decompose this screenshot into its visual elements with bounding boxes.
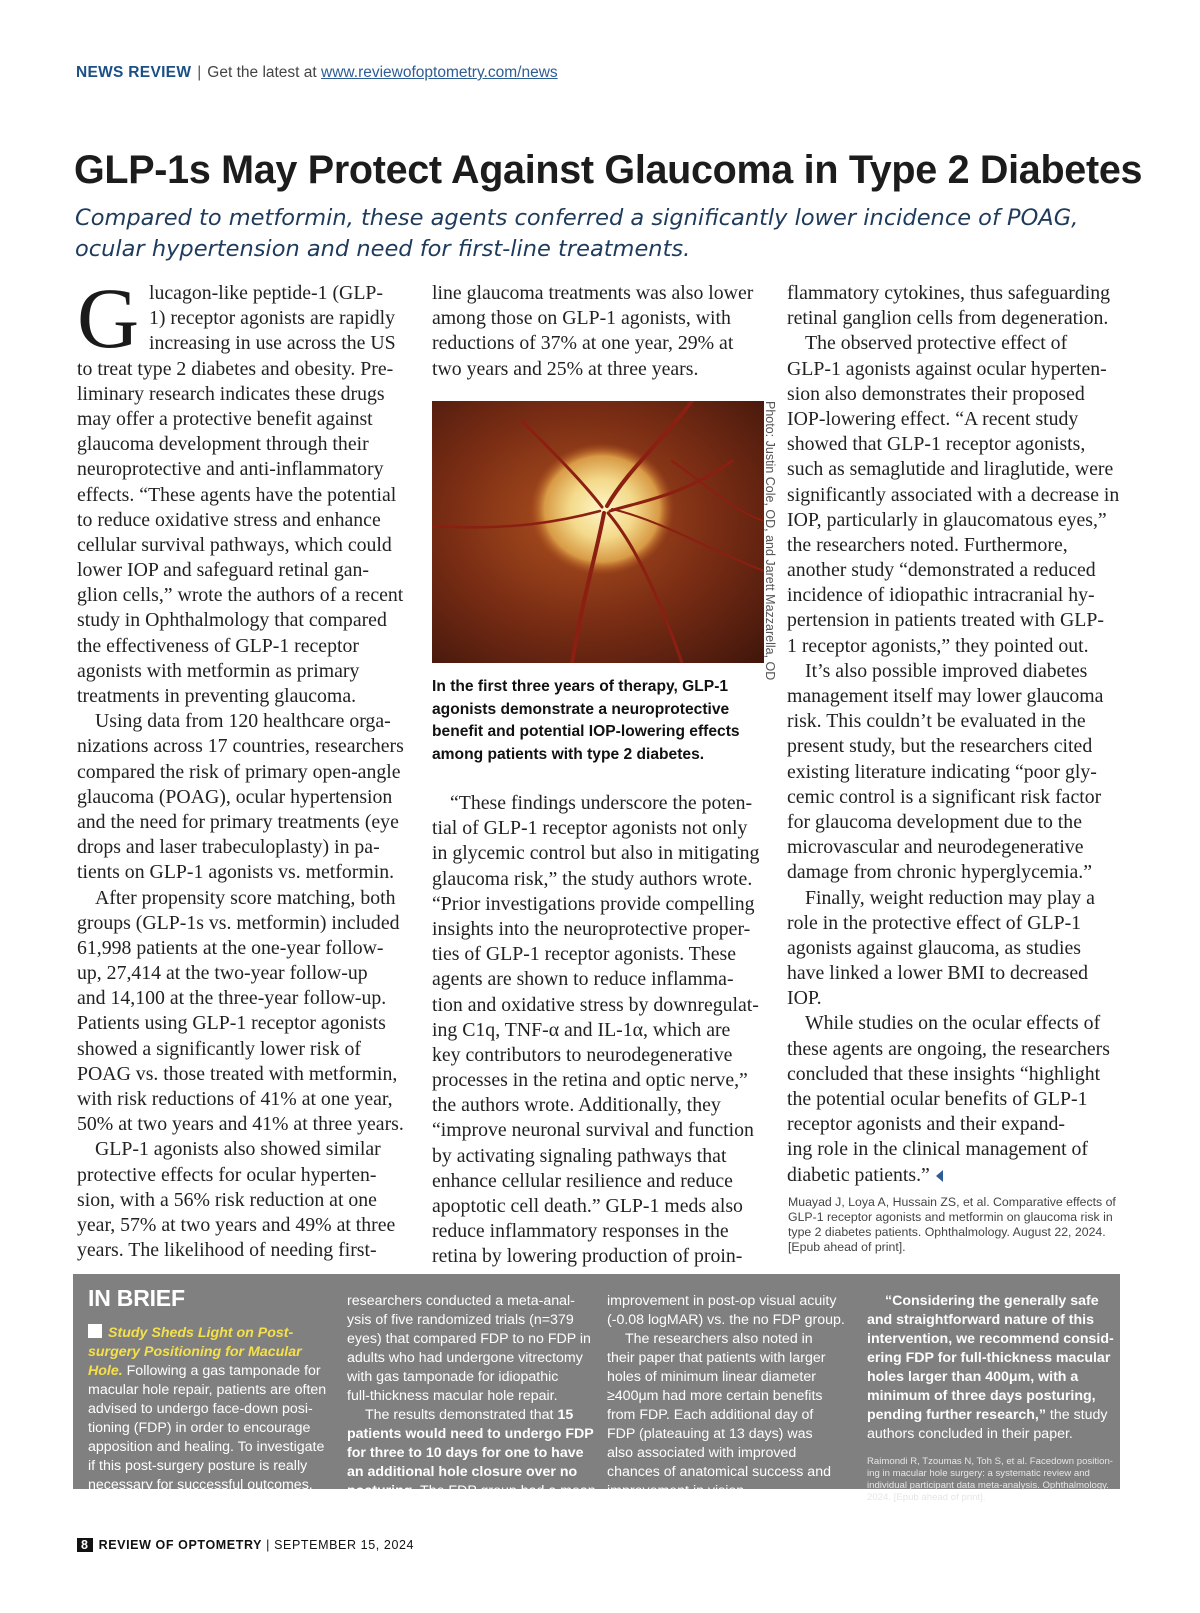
brief-line: The researchers also noted in — [625, 1331, 813, 1347]
text-line — [787, 860, 1122, 885]
text-line-content: to treat type 2 diabetes and obesity. Pre- — [77, 357, 394, 380]
in-brief-reference — [867, 1456, 1112, 1504]
drop-cap: G — [77, 270, 140, 366]
text-line — [77, 1087, 412, 1112]
text-line-content: reduce inflammatory responses in the — [432, 1220, 729, 1243]
text-line-content: agonists with metformin as primary — [77, 659, 360, 682]
text-line-content: existing literature indicating “poor gly- — [787, 760, 1097, 783]
brief-line: researchers conducted a meta-anal- — [347, 1293, 575, 1309]
text-line-content: The observed protective effect of — [805, 332, 1068, 355]
text-line — [787, 432, 1122, 457]
text-line — [787, 357, 1122, 382]
text-line-content: glaucoma risk,” the study authors wrote. — [432, 867, 753, 890]
text-line-content: Using data from 120 healthcare orga- — [95, 710, 391, 733]
text-line-content: concluded that these insights “highlight — [787, 1062, 1101, 1085]
text-line — [77, 961, 412, 986]
text-line-content: “Prior investigations provide compelling — [432, 892, 755, 915]
text-line-content: IOP. — [787, 987, 822, 1010]
brief-bold: for three to 10 days for one to have — [347, 1445, 584, 1461]
text-line — [77, 533, 412, 558]
caption-line: agonists demonstrate a neuroprotective — [432, 700, 730, 718]
text-line-content: the effectiveness of GLP-1 receptor — [77, 634, 359, 657]
text-line-content: these agents are ongoing, the researchers — [787, 1037, 1110, 1060]
text-line-content: risk. This couldn’t be evaluated in the — [787, 710, 1086, 733]
text-line — [787, 483, 1122, 508]
publication-name: REVIEW OF OPTOMETRY — [98, 1538, 263, 1552]
text-line-content: sion, with a 56% risk reduction at one — [77, 1188, 377, 1211]
text-line-content: another study “demonstrated a reduced — [787, 559, 1096, 582]
text-line — [77, 483, 412, 508]
brief-line: tioning (FDP) in order to encourage — [88, 1420, 311, 1436]
text-line-content: protective effects for ocular hyperten- — [77, 1163, 377, 1186]
text-line — [432, 1244, 767, 1269]
text-line-content: and 14,100 at the three-year follow-up. — [77, 987, 387, 1010]
subtitle-line: Compared to metformin, these agents conferred a significantly lower incidence of POAG, — [75, 205, 1079, 231]
news-link[interactable]: www.reviewofoptometry.com/news — [321, 64, 558, 81]
text-line — [787, 533, 1122, 558]
in-brief-column-3 — [607, 1292, 852, 1501]
text-line — [77, 936, 412, 961]
brief-text: The FDP group had a mean — [420, 1483, 596, 1499]
text-line-content: the researchers noted. Furthermore, — [787, 533, 1068, 556]
text-line-content: receptor agonists and their expand- — [787, 1113, 1065, 1136]
text-line-content: IOP-lowering effect. “A recent study — [787, 407, 1079, 430]
brief-line: eyes) that compared FDP to no FDP in — [347, 1331, 591, 1347]
fundus-photo — [432, 401, 764, 663]
brief-headline-line: Hole. — [88, 1363, 123, 1379]
text-line: increasing in use across the US — [149, 332, 396, 355]
text-line-content: ing C1q, TNF-α and IL-1α, which are — [432, 1018, 731, 1041]
text-line-content: 50% at two years and 41% at three years. — [77, 1113, 404, 1136]
text-line — [432, 1093, 767, 1118]
text-line — [787, 1011, 1122, 1036]
text-line — [787, 936, 1122, 961]
brief-line: improvement in post-op visual acuity — [607, 1293, 837, 1309]
text-line — [77, 1137, 412, 1162]
brief-line: authors concluded in their paper. — [867, 1426, 1073, 1442]
text-line-content: cemic control is a significant risk factor — [787, 785, 1102, 808]
text-line: reductions of 37% at one year, 29% at — [432, 332, 734, 355]
brief-line: if this post-surgery posture is really — [88, 1458, 308, 1474]
article-subtitle — [75, 203, 1079, 265]
text-line — [77, 1188, 412, 1213]
text-line: 1) receptor agonists are rapidly — [149, 307, 396, 330]
text-line-content: management itself may lower glaucoma — [787, 685, 1104, 707]
text-line-content: study in Ophthalmology that compared — [77, 609, 387, 632]
text-line-content: by activating signaling pathways that — [432, 1144, 727, 1167]
text-line: line glaucoma treatments was also lower — [432, 282, 754, 304]
text-line — [787, 583, 1122, 608]
footer-separator: | — [266, 1538, 270, 1552]
brief-line: chances of anatomical success and — [607, 1464, 831, 1480]
text-line-content: glaucoma (POAG), ocular hypertension — [77, 785, 393, 808]
text-line-content: present study, but the researchers cited — [787, 735, 1093, 758]
text-line — [77, 986, 412, 1011]
reference-line: [Epub ahead of print]. — [788, 1240, 906, 1254]
text-line — [77, 659, 412, 684]
text-line-content: 61,998 patients at the one-year follow- — [77, 936, 384, 959]
text-line — [432, 1219, 767, 1244]
text-line — [787, 1087, 1122, 1112]
caption-line: among patients with type 2 diabetes. — [432, 745, 705, 763]
text-line — [77, 407, 412, 432]
text-line-content: showed a significantly lower risk of — [77, 1037, 362, 1060]
text-line — [77, 608, 412, 633]
figure-caption — [432, 676, 767, 766]
text-line-content: tial of GLP-1 receptor agonists not only — [432, 817, 748, 840]
text-line — [787, 407, 1122, 432]
text-line-content: “These findings underscore the poten- — [450, 792, 753, 814]
brief-line: also associated with improved — [607, 1445, 797, 1461]
text-line-content: GLP-1 agonists against ocular hyperten- — [787, 357, 1107, 380]
text-line — [77, 785, 412, 810]
brief-quote: intervention, we recommend consid- — [867, 1331, 1114, 1347]
text-line — [77, 558, 412, 583]
text-line-content: the potential ocular benefits of GLP-1 — [787, 1088, 1088, 1110]
text-line — [787, 659, 1122, 684]
text-line-content: IOP, particularly in glaucomatous eyes,” — [787, 508, 1107, 531]
text-line — [787, 634, 1122, 659]
text-line-content: such as semaglutide and liraglutide, were — [787, 458, 1114, 481]
text-line-content: key contributors to neurodegenerative — [432, 1043, 733, 1066]
text-line-content: agents are shown to reduce inflamma- — [432, 968, 734, 991]
text-line-content: to reduce oxidative stress and enhance — [77, 508, 381, 531]
end-of-story-icon — [936, 1170, 943, 1182]
text-line — [77, 1062, 412, 1087]
text-line — [432, 892, 767, 917]
text-line — [432, 841, 767, 866]
reference-line: type 2 diabetes patients. Ophthalmology. August 22, 2024. — [788, 1225, 1106, 1239]
text-line-content: sion also demonstrates their proposed — [787, 382, 1085, 405]
text-line — [787, 709, 1122, 734]
text-line-content: enhance cellular resilience and reduce — [432, 1169, 733, 1192]
text-line — [77, 886, 412, 911]
article-column-3 — [787, 281, 1122, 1188]
text-line — [787, 785, 1122, 810]
reference-line: Muayad J, Loya A, Hussain ZS, et al. Comparative effects of — [788, 1195, 1116, 1209]
text-line-content: insights into the neuroprotective proper- — [432, 917, 751, 940]
text-line — [77, 810, 412, 835]
text-line — [432, 867, 767, 892]
page-number: 8 — [77, 1538, 93, 1552]
text-line-content: processes in the retina and optic nerve,” — [432, 1069, 748, 1092]
text-line — [787, 1062, 1122, 1087]
subtitle-line: ocular hypertension and need for first-line treatments. — [75, 236, 691, 262]
text-line — [77, 911, 412, 936]
text-line-content: with risk reductions of 41% at one year, — [77, 1088, 393, 1110]
text-line: two years and 25% at three years. — [432, 357, 699, 380]
brief-quote: pending further research,” — [867, 1407, 1046, 1423]
text-line-content: “improve neuronal survival and function — [432, 1119, 754, 1142]
brief-line: holes of minimum linear diameter — [607, 1369, 816, 1385]
brief-bold: an additional hole closure over no — [347, 1464, 578, 1480]
text-line-content: After propensity score matching, both — [95, 886, 396, 909]
text-line — [787, 608, 1122, 633]
text-line — [77, 1112, 412, 1137]
text-line — [432, 1118, 767, 1143]
text-line-content: 1 receptor agonists,” they pointed out. — [787, 634, 1089, 657]
text-line-content: It’s also possible improved diabetes — [805, 659, 1088, 682]
in-brief-column-4 — [867, 1292, 1112, 1444]
text-line — [787, 508, 1122, 533]
text-line — [787, 734, 1122, 759]
text-line-content: the authors wrote. Additionally, they — [432, 1094, 721, 1117]
text-line-content: year, 57% at two years and 49% at three — [77, 1213, 396, 1236]
text-line-content: and the need for primary treatments (eye — [77, 810, 399, 833]
brief-line: ysis of five randomized trials (n=379 — [347, 1312, 574, 1328]
text-line — [787, 911, 1122, 936]
photo-credit-text: Photo: Justin Cole, OD, and Jarett Mazzarella, OD — [763, 401, 777, 681]
text-line-content: groups (GLP-1s vs. metformin) included — [77, 911, 400, 934]
text-line — [77, 382, 412, 407]
text-line — [77, 583, 412, 608]
text-line-content: retinal ganglion cells from degeneration. — [787, 307, 1109, 330]
text-line-content: have linked a lower BMI to decreased — [787, 962, 1088, 985]
text-line — [77, 634, 412, 659]
text-line-content: nizations across 17 countries, researchers — [77, 735, 404, 758]
in-brief-column-2 — [347, 1292, 596, 1501]
text-line-content: Finally, weight reduction may play a — [805, 886, 1095, 909]
text-line — [432, 942, 767, 967]
brief-quote: minimum of three days posturing, — [867, 1388, 1096, 1404]
text-line-content: compared the risk of primary open-angle — [77, 760, 401, 783]
text-line-content: for glaucoma development due to the — [787, 810, 1082, 833]
section-label: NEWS REVIEW — [76, 64, 192, 81]
brief-headline-line: surgery Positioning for Macular — [88, 1344, 302, 1360]
brief-line: apposition and healing. To investigate — [88, 1439, 325, 1455]
article-column-2-top — [432, 281, 767, 382]
brief-headline-line: Study Sheds Light on Post- — [108, 1325, 294, 1341]
text-line — [432, 1144, 767, 1169]
text-line-content: diabetic patients.” — [787, 1163, 930, 1186]
text-line-content: retina by lowering production of proin- — [432, 1245, 743, 1268]
text-line-content: GLP-1 agonists also showed similar — [95, 1138, 381, 1161]
text-line-content: neuroprotective and anti-inflammatory — [77, 458, 384, 481]
photo-credit — [758, 401, 780, 681]
brief-line: from FDP. Each additional day of — [607, 1407, 814, 1423]
caption-line: In the first three years of therapy, GLP-1 — [432, 678, 729, 695]
bullet-square-icon — [88, 1324, 102, 1338]
text-line-content: up, 27,414 at the two-year follow-up — [77, 962, 368, 985]
text-line — [432, 1018, 767, 1043]
brief-line: improvement in vision. — [607, 1483, 749, 1499]
text-line — [77, 860, 412, 885]
text-line — [787, 961, 1122, 986]
brief-line: adults who had undergone vitrectomy — [347, 1350, 583, 1366]
text-line-content: showed that GLP-1 receptor agonists, — [787, 433, 1086, 456]
article-column-1 — [77, 270, 412, 1263]
text-line — [787, 886, 1122, 911]
page-footer — [77, 1538, 414, 1552]
brief-bold: 15 — [557, 1407, 574, 1423]
text-line — [787, 558, 1122, 583]
text-line-content: glion cells,” wrote the authors of a recent — [77, 584, 404, 607]
text-line-content: effects. “These agents have the potential — [77, 483, 397, 506]
text-line — [432, 1068, 767, 1093]
text-line — [787, 986, 1122, 1011]
text-line — [787, 1163, 1122, 1188]
running-header — [76, 64, 1126, 90]
brief-reference-line: individual participant data meta-analysis. Ophthalmology. — [867, 1480, 1109, 1491]
text-line-content: role in the protective effect of GLP-1 — [787, 911, 1082, 934]
brief-line: their paper that patients with larger — [607, 1350, 826, 1366]
text-line — [77, 684, 412, 709]
text-line — [787, 306, 1122, 331]
header-separator: | — [197, 64, 202, 81]
brief-bold: patients would need to undergo FDP — [347, 1426, 594, 1442]
brief-line: (-0.08 logMAR) vs. the no FDP group. — [607, 1312, 845, 1328]
text-line — [787, 835, 1122, 860]
text-line-content: incidence of idiopathic intracranial hy- — [787, 584, 1095, 607]
text-line — [432, 816, 767, 841]
text-line — [787, 760, 1122, 785]
text-line — [77, 1213, 412, 1238]
brief-reference-line: ing in macular hole surgery: a systematic review and — [867, 1468, 1090, 1479]
reference-line: GLP-1 receptor agonists and metformin on glaucoma risk in — [788, 1210, 1113, 1224]
text-line — [77, 1011, 412, 1036]
text-line-content: in glycemic control but also in mitigating — [432, 842, 760, 865]
text-line-content: lower IOP and safeguard retinal gan- — [77, 559, 370, 582]
text-line-content: drops and laser trabeculoplasty) in pa- — [77, 836, 380, 859]
brief-line: FDP (plateauing at 13 days) was — [607, 1426, 813, 1442]
brief-quote: “Considering the generally safe — [885, 1293, 1099, 1309]
brief-line: with gas tamponade for idiopathic — [347, 1369, 559, 1385]
text-line — [787, 684, 1122, 709]
text-line-content: POAG vs. those treated with metformin, — [77, 1062, 398, 1085]
text-line — [787, 1112, 1122, 1137]
text-line-content: pertension in patients treated with GLP- — [787, 609, 1104, 632]
brief-text: Following a gas tamponade for — [126, 1363, 321, 1379]
text-line — [787, 1137, 1122, 1162]
text-line — [432, 1043, 767, 1068]
brief-line: necessary for successful outcomes, — [88, 1477, 313, 1493]
text-line — [77, 1238, 412, 1263]
brief-reference-line: 2024. [Epub ahead of print]. — [867, 1492, 986, 1503]
brief-reference-line: Raimondi R, Tzoumas N, Toh S, et al. Facedown position- — [867, 1456, 1113, 1467]
text-line — [432, 967, 767, 992]
text-line — [787, 331, 1122, 356]
text-line — [787, 1037, 1122, 1062]
text-line — [787, 281, 1122, 306]
text-line: lucagon-like peptide-1 (GLP- — [149, 282, 384, 304]
text-line — [77, 709, 412, 734]
text-line — [77, 760, 412, 785]
text-line — [787, 810, 1122, 835]
article-title: GLP-1s May Protect Against Glaucoma in Type 2 Diabetes — [74, 148, 1143, 192]
brief-line: advised to undergo face-down posi- — [88, 1401, 313, 1417]
caption-line: benefit and potential IOP-lowering effects — [432, 723, 740, 740]
text-line-content: tion and oxidative stress by downregulat- — [432, 993, 759, 1016]
in-brief-column-1 — [88, 1324, 328, 1495]
brief-line: macular hole repair, patients are often — [88, 1382, 327, 1398]
brief-text: the study — [1049, 1407, 1108, 1423]
text-line-content: cellular survival pathways, which could — [77, 533, 392, 556]
text-line-content: may offer a protective benefit against — [77, 407, 373, 430]
brief-line: ≥400μm had more certain benefits — [607, 1388, 823, 1404]
text-line — [77, 835, 412, 860]
text-line-content: ing role in the clinical management of — [787, 1138, 1089, 1161]
text-line — [77, 508, 412, 533]
optic-disc-illustration — [432, 401, 764, 663]
brief-quote: holes larger than 400μm, with a — [867, 1369, 1079, 1385]
text-line-content: microvascular and neurodegenerative — [787, 836, 1084, 859]
issue-date: SEPTEMBER 15, 2024 — [274, 1538, 415, 1552]
text-line — [77, 1163, 412, 1188]
text-line-content: significantly associated with a decrease in — [787, 483, 1120, 506]
text-line — [77, 734, 412, 759]
text-line-content: While studies on the ocular effects of — [805, 1012, 1101, 1035]
text-line — [432, 917, 767, 942]
brief-line: full-thickness macular hole repair. — [347, 1388, 558, 1404]
brief-quote: and straightforward nature of this — [867, 1312, 1095, 1328]
article-reference — [788, 1195, 1118, 1255]
text-line-content: Patients using GLP-1 receptor agonists — [77, 1012, 386, 1035]
text-line — [77, 457, 412, 482]
text-line-content: ties of GLP-1 receptor agonists. These — [432, 943, 736, 966]
text-line-content: flammatory cytokines, thus safeguarding — [787, 282, 1111, 304]
text-line — [77, 1037, 412, 1062]
text-line-content: liminary research indicates these drugs — [77, 382, 385, 405]
text-line — [432, 1169, 767, 1194]
text-line — [787, 457, 1122, 482]
text-line-content: tients on GLP-1 agonists vs. metformin. — [77, 861, 395, 884]
text-line — [432, 791, 767, 816]
text-line-content: treatments in preventing glaucoma. — [77, 685, 357, 707]
brief-bold: posturing. — [347, 1483, 417, 1499]
brief-text: The results demonstrated that — [365, 1407, 554, 1423]
text-line-content: apoptotic cell death.” GLP-1 meds also — [432, 1195, 743, 1217]
article-column-2-bottom — [432, 791, 767, 1270]
text-line — [77, 432, 412, 457]
text-line — [432, 1194, 767, 1219]
brief-quote: ering FDP for full-thickness macular — [867, 1350, 1111, 1366]
text-line-content: glaucoma development through their — [77, 433, 369, 456]
text-line-content: years. The likelihood of needing first- — [77, 1239, 377, 1262]
text-line — [432, 993, 767, 1018]
text-line: among those on GLP-1 agonists, with — [432, 307, 731, 330]
text-line-content: damage from chronic hyperglycemia.” — [787, 861, 1093, 884]
in-brief-title: IN BRIEF — [88, 1285, 185, 1311]
text-line-content: agonists against glaucoma, as studies — [787, 936, 1081, 959]
header-tagline: Get the latest at — [207, 64, 317, 81]
text-line — [787, 382, 1122, 407]
